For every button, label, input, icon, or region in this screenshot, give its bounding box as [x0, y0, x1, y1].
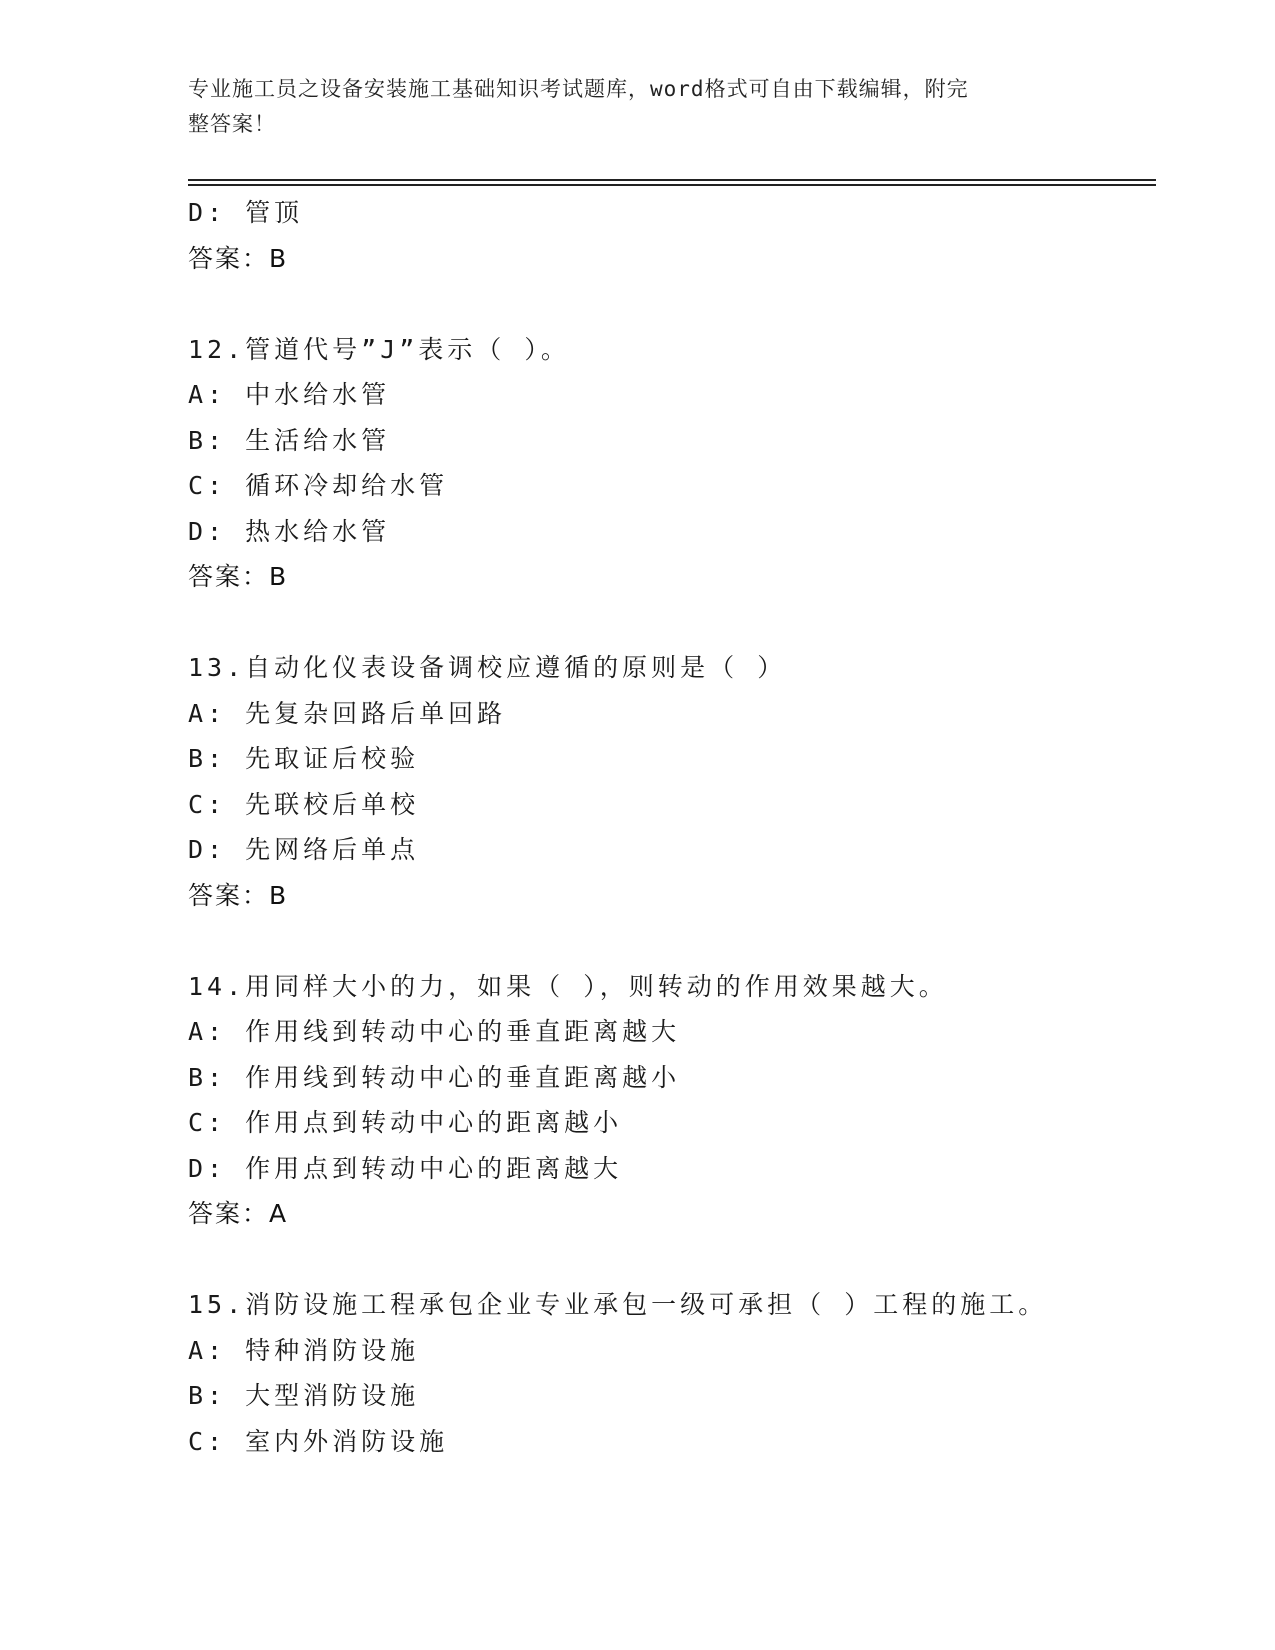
header-line-2: 整答案！: [188, 112, 276, 136]
question-12: [188, 327, 1148, 600]
option-c: C: 循环冷却给水管: [188, 471, 449, 500]
option-b: B: 生活给水管: [188, 425, 391, 455]
question-stem: 13.自动化仪表设备调校应遵循的原则是（ ）: [188, 653, 787, 682]
answer: 答案：B: [188, 243, 289, 273]
header-divider-top: [188, 179, 1156, 181]
spacer: [188, 281, 1148, 327]
document-header: [188, 72, 1068, 142]
option-c: C: 室内外消防设施: [188, 1426, 449, 1456]
header-line-1: 专业施工员之设备安装施工基础知识考试题库，word格式可自由下载编辑，附完: [188, 77, 969, 101]
option-c: C: 先联校后单校: [188, 789, 420, 819]
option-d: D: 管顶: [188, 198, 304, 227]
option-b: B: 大型消防设施: [188, 1381, 420, 1410]
spacer: [188, 918, 1148, 964]
header-divider-bottom: [188, 184, 1156, 186]
answer: 答案：B: [188, 562, 289, 591]
question-list: [188, 190, 1148, 1464]
question-stem: 12.管道代号”J”表示（ ）。: [188, 334, 570, 364]
question-15: [188, 1282, 1148, 1464]
option-d: D: 作用点到转动中心的距离越大: [188, 1153, 623, 1183]
option-d: D: 热水给水管: [188, 516, 391, 546]
spacer: [188, 600, 1148, 646]
question-13: [188, 645, 1148, 918]
question-14: [188, 964, 1148, 1237]
option-b: B: 作用线到转动中心的垂直距离越小: [188, 1062, 681, 1092]
option-a: A: 中水给水管: [188, 380, 391, 409]
spacer: [188, 1237, 1148, 1283]
option-a: A: 先复杂回路后单回路: [188, 698, 507, 728]
option-a: A: 特种消防设施: [188, 1335, 420, 1365]
option-c: C: 作用点到转动中心的距离越小: [188, 1108, 623, 1137]
question-stem: 15.消防设施工程承包企业专业承包一级可承担（ ）工程的施工。: [188, 1290, 1048, 1319]
answer: 答案：B: [188, 880, 289, 910]
answer: 答案：A: [188, 1199, 289, 1228]
option-a: A: 作用线到转动中心的垂直距离越大: [188, 1017, 681, 1046]
option-d: D: 先网络后单点: [188, 835, 420, 864]
question-stem: 14.用同样大小的力，如果（ ），则转动的作用效果越大。: [188, 971, 948, 1001]
option-b: B: 先取证后校验: [188, 744, 420, 773]
